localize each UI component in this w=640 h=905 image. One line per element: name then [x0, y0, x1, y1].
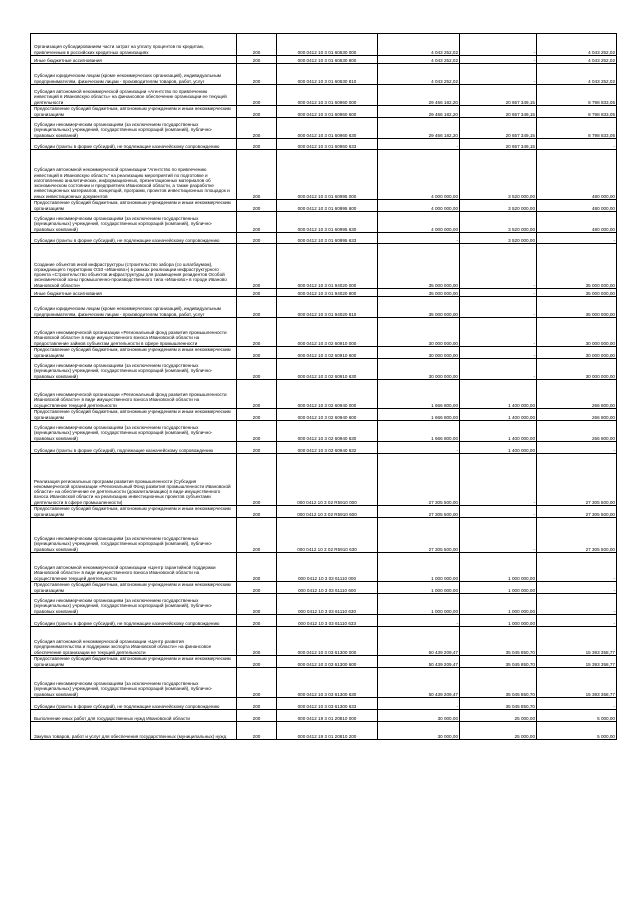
row-assigned: 1 000 000,00: [378, 582, 460, 594]
table-row: [31, 139, 617, 150]
row-executed: -: [460, 34, 537, 56]
row-assigned: 27 305 500,00: [378, 454, 460, 506]
row-assigned: 30 000,00: [378, 710, 460, 722]
row-budget-code: 000 0412 10 3 03 61110 600: [277, 582, 378, 594]
row-name: Субсидии некоммерческим организациям (за исключением государственных (муниципальных) учреждений, государственных корпораций (компаний), публично-правовых компаний): [31, 668, 237, 698]
row-name: Предоставление субсидий бюджетным, автономным учреждениям и иным некоммерческим организациям: [31, 106, 237, 118]
row-executed: 20 657 349,15: [460, 118, 537, 139]
row-name: Субсидии некоммерческим организациям (за исключением государственных (муниципальных) учреждений, государственных корпораций (компаний), публично-правовых компаний): [31, 212, 237, 233]
table-row: [31, 668, 617, 698]
table-row: [31, 454, 617, 506]
row-executed: -: [460, 454, 537, 506]
table-row: [31, 150, 617, 200]
row-line-code: 200: [237, 359, 277, 380]
row-assigned: 50 439 209,47: [378, 668, 460, 698]
table-row: [31, 233, 617, 244]
row-name: Субсидия некоммерческой организации «Региональный фонд развития промышленности Ивановской области» в виде имущественного взноса Ивановской области на осуществление текущей деятельности: [31, 380, 237, 409]
row-executed: 1 000 000,00: [460, 594, 537, 615]
row-name: Предоставление субсидий бюджетным, автономным учреждениям и иным некоммерческим организациям: [31, 506, 237, 518]
row-line-code: 200: [237, 710, 277, 722]
row-executed: -: [460, 297, 537, 318]
row-name: Создание объектов иной инфраструктуры (строительство забора (со шлагбаумом), ограждающего территорию ОЭЗ «Иваново») в рамках реализации инфраструктурного проекта «Строительство объектов инфраструктуры для размещения резидентов Особой экономической зоны промышленно-производственного типа «Иваново» в городе Иваново Ивановской области»: [31, 244, 237, 289]
row-name: Субсидии некоммерческим организациям (за исключением государственных (муниципальных) учреждений, государственных корпораций (компаний), публично-правовых компаний): [31, 118, 237, 139]
row-executed: 1 000 000,00: [460, 553, 537, 582]
row-assigned: 35 000 000,00: [378, 244, 460, 289]
row-line-code: 200: [237, 289, 277, 297]
row-executed: 1 400 000,00: [460, 409, 537, 421]
row-remaining: 15 393 358,77: [537, 627, 617, 656]
row-budget-code: 000 0412 10 3 01 60960 633: [277, 139, 378, 150]
row-line-code: 200: [237, 347, 277, 359]
row-budget-code: 000 0412 10 3 02 60910 600: [277, 347, 378, 359]
row-remaining: -: [537, 553, 617, 582]
row-remaining: 30 000 000,00: [537, 318, 617, 347]
row-budget-code: 000 0412 10 3 01 60960 600: [277, 106, 378, 118]
row-name: Субсидии (гранты в форме субсидий), не подлежащие казначейскому сопровождению: [31, 139, 237, 150]
row-executed: -: [460, 289, 537, 297]
row-executed: -: [460, 244, 537, 289]
row-assigned: 4 043 252,02: [378, 56, 460, 64]
row-name: Субсидии некоммерческим организациям (за исключением государственных (муниципальных) учреждений, государственных корпораций (компаний), публично-правовых компаний): [31, 518, 237, 553]
row-executed: 20 657 349,15: [460, 139, 537, 150]
table-row: [31, 200, 617, 212]
row-remaining: -: [537, 442, 617, 454]
table-row: [31, 582, 617, 594]
row-line-code: 200: [237, 106, 277, 118]
row-remaining: 35 000 000,00: [537, 297, 617, 318]
row-budget-code: 000 0412 10 3 03 61110 630: [277, 594, 378, 615]
row-budget-code: 000 0412 10 3 01 60995 600: [277, 200, 378, 212]
row-line-code: 200: [237, 380, 277, 409]
row-line-code: 200: [237, 582, 277, 594]
row-executed: 20 657 349,15: [460, 106, 537, 118]
row-line-code: 200: [237, 200, 277, 212]
row-assigned: 4 000 000,00: [378, 150, 460, 200]
table-row: [31, 85, 617, 106]
table-row: [31, 506, 617, 518]
row-budget-code: 000 0412 10 3 02 60940 000: [277, 380, 378, 409]
row-line-code: 200: [237, 722, 277, 740]
row-executed: -: [460, 359, 537, 380]
row-remaining: 15 393 358,77: [537, 668, 617, 698]
table-row: [31, 297, 617, 318]
row-executed: 3 520 000,00: [460, 212, 537, 233]
row-budget-code: 000 0412 10 3 02 60940 600: [277, 409, 378, 421]
row-line-code: 200: [237, 139, 277, 150]
row-line-code: 200: [237, 615, 277, 627]
row-name: Субсидия автономной некоммерческой организации «Центр развития предпринимательства и поддержки экспорта Ивановской области» на финансовое обеспечение организации ее текущей деятельности: [31, 627, 237, 656]
table-row: [31, 722, 617, 740]
budget-table-body: [31, 34, 617, 740]
row-assigned: 29 466 182,20: [378, 106, 460, 118]
row-budget-code: 000 0412 19 3 01 20810 000: [277, 710, 378, 722]
table-row: [31, 106, 617, 118]
row-executed: -: [460, 347, 537, 359]
row-assigned: -: [378, 698, 460, 710]
row-line-code: 200: [237, 454, 277, 506]
row-executed: -: [460, 56, 537, 64]
row-budget-code: 000 0412 19 3 01 20810 200: [277, 722, 378, 740]
row-executed: 3 520 000,00: [460, 200, 537, 212]
table-row: [31, 442, 617, 454]
row-executed: 25 000,00: [460, 710, 537, 722]
row-remaining: 8 798 833,05: [537, 106, 617, 118]
row-name: Субсидии юридическим лицам (кроме некоммерческих организаций), индивидуальным предпринимателям, физическим лицам - производителям товаров, работ, услуг: [31, 297, 237, 318]
row-name: Выполнение иных работ для государственных нужд Ивановской области: [31, 710, 237, 722]
row-remaining: 5 000,00: [537, 710, 617, 722]
row-line-code: 200: [237, 150, 277, 200]
row-line-code: 200: [237, 318, 277, 347]
row-line-code: 200: [237, 553, 277, 582]
row-name: Субсидии (гранты в форме субсидий), не подлежащие казначейскому сопровождению: [31, 233, 237, 244]
table-row: [31, 347, 617, 359]
row-assigned: 1 666 800,00: [378, 409, 460, 421]
row-assigned: 30 000,00: [378, 722, 460, 740]
row-executed: 25 000,00: [460, 722, 537, 740]
row-name: Субсидии (гранты в форме субсидий), не подлежащие казначейскому сопровождению: [31, 698, 237, 710]
row-assigned: 35 000 000,00: [378, 289, 460, 297]
table-row: [31, 118, 617, 139]
row-assigned: -: [378, 139, 460, 150]
row-assigned: 27 305 500,00: [378, 506, 460, 518]
row-line-code: 200: [237, 233, 277, 244]
row-remaining: -: [537, 139, 617, 150]
row-name: Предоставление субсидий бюджетным, автономным учреждениям и иным некоммерческим организациям: [31, 656, 237, 668]
row-budget-code: 000 0412 10 3 02 R5910 600: [277, 506, 378, 518]
row-assigned: 30 000 000,00: [378, 347, 460, 359]
row-executed: 1 400 000,00: [460, 442, 537, 454]
row-executed: 1 000 000,00: [460, 582, 537, 594]
row-assigned: 35 000 000,00: [378, 297, 460, 318]
row-remaining: 266 800,00: [537, 409, 617, 421]
row-line-code: 200: [237, 297, 277, 318]
row-remaining: 266 800,00: [537, 380, 617, 409]
row-name: Субсидия автономной некоммерческой организации «Агентство по привлечению инвестиций в Ивановскую область» на финансовое обеспечение организации ее текущей деятельности: [31, 85, 237, 106]
row-executed: -: [460, 518, 537, 553]
row-name: Предоставление субсидий бюджетным, автономным учреждениям и иным некоммерческим организациям: [31, 200, 237, 212]
row-remaining: 27 305 500,00: [537, 518, 617, 553]
row-assigned: 4 043 252,02: [378, 64, 460, 85]
row-budget-code: 000 0412 10 3 02 R5910 630: [277, 518, 378, 553]
table-row: [31, 289, 617, 297]
row-name: Закупка товаров, работ и услуг для обеспечения государственных (муниципальных) нужд: [31, 722, 237, 740]
row-executed: -: [460, 64, 537, 85]
row-line-code: 200: [237, 698, 277, 710]
row-line-code: 200: [237, 421, 277, 442]
table-row: [31, 615, 617, 627]
table-row: [31, 409, 617, 421]
row-budget-code: 000 0412 10 3 01 60960 000: [277, 85, 378, 106]
row-executed: -: [460, 318, 537, 347]
row-budget-code: 000 0412 10 3 01 60995 000: [277, 150, 378, 200]
row-remaining: 15 393 358,77: [537, 656, 617, 668]
row-assigned: 29 466 182,20: [378, 85, 460, 106]
table-row: [31, 656, 617, 668]
row-name: Предоставление субсидий бюджетным, автономным учреждениям и иным некоммерческим организациям: [31, 582, 237, 594]
row-executed: 1 400 000,00: [460, 380, 537, 409]
row-budget-code: 000 0412 10 3 03 61300 000: [277, 627, 378, 656]
row-name: Субсидии некоммерческим организациям (за исключением государственных (муниципальных) учреждений, государственных корпораций (компаний), публично-правовых компаний): [31, 594, 237, 615]
row-name: Организация субсидированием части затрат на уплату процентов по кредитам, привлеченным в российских кредитных организациях: [31, 34, 237, 56]
table-row: [31, 421, 617, 442]
table-row: [31, 710, 617, 722]
row-budget-code: 000 0412 10 3 03 61300 633: [277, 698, 378, 710]
row-assigned: 4 043 252,02: [378, 34, 460, 56]
row-assigned: 30 000 000,00: [378, 318, 460, 347]
row-executed: -: [460, 506, 537, 518]
row-executed: 20 657 349,15: [460, 85, 537, 106]
table-row: [31, 56, 617, 64]
row-remaining: 27 305 500,00: [537, 506, 617, 518]
row-executed: 3 520 000,00: [460, 233, 537, 244]
row-assigned: -: [378, 615, 460, 627]
row-remaining: 266 800,00: [537, 421, 617, 442]
row-remaining: 480 000,00: [537, 200, 617, 212]
row-executed: 1 400 000,00: [460, 421, 537, 442]
row-remaining: 480 000,00: [537, 150, 617, 200]
row-line-code: 200: [237, 627, 277, 656]
row-name: Субсидии некоммерческим организациям (за исключением государственных (муниципальных) учреждений, государственных корпораций (компаний), публично-правовых компаний): [31, 421, 237, 442]
row-assigned: 27 305 500,00: [378, 518, 460, 553]
row-line-code: 200: [237, 64, 277, 85]
row-executed: 35 045 850,70: [460, 627, 537, 656]
row-line-code: 200: [237, 506, 277, 518]
row-assigned: 29 466 182,20: [378, 118, 460, 139]
row-line-code: 200: [237, 442, 277, 454]
row-budget-code: 000 0412 10 3 03 61110 633: [277, 615, 378, 627]
row-name: Субсидии (гранты в форме субсидий), подлежащие казначейскому сопровождению: [31, 442, 237, 454]
row-budget-code: 000 0412 10 3 01 60630 800: [277, 56, 378, 64]
row-name: Реализация региональных программ развития промышленности (Субсидия некоммерческой организации «Региональный Фонд развития промышленности Ивановской области» на обеспечение ее деятельности (докапитализацию) в виде имущественного взноса Ивановской области на реализацию инвестиционных проектов субъектами деятельности в сфере промышленности): [31, 454, 237, 506]
row-name: Субсидии (гранты в форме субсидий), не подлежащие казначейскому сопровождению: [31, 615, 237, 627]
row-budget-code: 000 0412 10 3 02 60940 632: [277, 442, 378, 454]
row-name: Субсидия автономной некоммерческой организации «Центр гарантийной поддержки Ивановской области» в виде имущественного взноса Ивановской области на осуществление текущей деятельности: [31, 553, 237, 582]
row-remaining: -: [537, 698, 617, 710]
row-budget-code: 000 0412 10 3 02 60940 630: [277, 421, 378, 442]
row-line-code: 200: [237, 34, 277, 56]
row-remaining: -: [537, 233, 617, 244]
row-budget-code: 000 0412 10 3 01 60630 000: [277, 34, 378, 56]
row-assigned: 4 000 000,00: [378, 212, 460, 233]
row-budget-code: 000 0412 10 3 01 94020 000: [277, 244, 378, 289]
row-executed: 3 520 000,00: [460, 150, 537, 200]
row-remaining: 4 043 252,02: [537, 64, 617, 85]
row-budget-code: 000 0412 10 3 01 94020 800: [277, 289, 378, 297]
row-remaining: 35 000 000,00: [537, 289, 617, 297]
table-row: [31, 594, 617, 615]
row-assigned: 1 666 800,00: [378, 380, 460, 409]
table-row: [31, 518, 617, 553]
row-remaining: 27 305 500,00: [537, 454, 617, 506]
row-remaining: -: [537, 594, 617, 615]
row-remaining: -: [537, 582, 617, 594]
row-budget-code: 000 0412 10 3 01 60960 630: [277, 118, 378, 139]
row-budget-code: 000 0412 10 3 03 61300 630: [277, 668, 378, 698]
row-remaining: 4 043 252,02: [537, 34, 617, 56]
row-name: Субсидия автономной некоммерческой организации "Агентство по привлечению инвестиций в Ивановскую область" на реализацию мероприятий по подготовке и изготовлению аналитических, информационных, презентационных материалов об экономическом состоянии и предприятиях Ивановской области, а также разработке инвестиционных материалов, концепций, программ, проектов инвестиционных площадок и иных инвестиционных документов: [31, 150, 237, 200]
row-assigned: 4 000 000,00: [378, 200, 460, 212]
budget-execution-sheet: [30, 33, 616, 740]
row-line-code: 200: [237, 56, 277, 64]
row-assigned: 30 000 000,00: [378, 359, 460, 380]
row-remaining: 5 000,00: [537, 722, 617, 740]
row-remaining: 30 000 000,00: [537, 347, 617, 359]
row-budget-code: 000 0412 10 3 01 60995 633: [277, 233, 378, 244]
row-line-code: 200: [237, 594, 277, 615]
row-name: Предоставление субсидий бюджетным, автономным учреждениям и иным некоммерческим организациям: [31, 409, 237, 421]
row-line-code: 200: [237, 409, 277, 421]
row-assigned: 50 439 209,47: [378, 656, 460, 668]
row-budget-code: 000 0412 10 3 02 R5910 000: [277, 454, 378, 506]
row-budget-code: 000 0412 10 3 02 60910 000: [277, 318, 378, 347]
row-executed: 1 000 000,00: [460, 615, 537, 627]
row-budget-code: 000 0412 10 3 03 61110 000: [277, 553, 378, 582]
row-budget-code: 000 0412 10 3 01 94020 810: [277, 297, 378, 318]
table-row: [31, 553, 617, 582]
row-line-code: 200: [237, 518, 277, 553]
row-remaining: 480 000,00: [537, 212, 617, 233]
table-row: [31, 359, 617, 380]
row-name: Иные бюджетные ассигнования: [31, 289, 237, 297]
row-budget-code: 000 0412 10 3 03 61300 600: [277, 656, 378, 668]
row-name: Субсидии некоммерческим организациям (за исключением государственных (муниципальных) учреждений, государственных корпораций (компаний), публично-правовых компаний): [31, 359, 237, 380]
row-remaining: -: [537, 615, 617, 627]
row-assigned: 1 000 000,00: [378, 553, 460, 582]
table-row: [31, 380, 617, 409]
row-assigned: 50 439 209,47: [378, 627, 460, 656]
row-name: Субсидия некоммерческой организации «Региональный фонд развития промышленности Ивановской области» в виде имущественного взноса Ивановской области на предоставление займов субъектам деятельности в сфере промышленности: [31, 318, 237, 347]
row-assigned: 1 666 800,00: [378, 421, 460, 442]
row-assigned: 1 000 000,00: [378, 594, 460, 615]
row-executed: 35 045 850,70: [460, 656, 537, 668]
row-line-code: 200: [237, 85, 277, 106]
table-row: [31, 212, 617, 233]
row-line-code: 200: [237, 212, 277, 233]
row-remaining: 8 798 833,05: [537, 118, 617, 139]
row-line-code: 200: [237, 668, 277, 698]
table-row: [31, 318, 617, 347]
budget-table: [30, 33, 617, 740]
table-row: [31, 64, 617, 85]
row-line-code: 200: [237, 656, 277, 668]
row-budget-code: 000 0412 10 3 01 60995 630: [277, 212, 378, 233]
row-budget-code: 000 0412 10 3 01 60630 810: [277, 64, 378, 85]
row-remaining: 8 798 833,05: [537, 85, 617, 106]
row-name: Иные бюджетные ассигнования: [31, 56, 237, 64]
row-assigned: -: [378, 442, 460, 454]
row-name: Субсидии юридическим лицам (кроме некоммерческих организаций), индивидуальным предпринимателям, физическим лицам - производителям товаров, работ, услуг: [31, 64, 237, 85]
row-executed: 35 045 850,70: [460, 698, 537, 710]
row-line-code: 200: [237, 118, 277, 139]
table-row: [31, 698, 617, 710]
table-row: [31, 244, 617, 289]
row-budget-code: 000 0412 10 3 02 60910 630: [277, 359, 378, 380]
table-row: [31, 627, 617, 656]
row-remaining: 4 043 252,02: [537, 56, 617, 64]
row-executed: 35 045 850,70: [460, 668, 537, 698]
row-remaining: 30 000 000,00: [537, 359, 617, 380]
row-name: Предоставление субсидий бюджетным, автономным учреждениям и иным некоммерческим организациям: [31, 347, 237, 359]
row-line-code: 200: [237, 244, 277, 289]
table-row: [31, 34, 617, 56]
row-assigned: -: [378, 233, 460, 244]
row-remaining: 35 000 000,00: [537, 244, 617, 289]
